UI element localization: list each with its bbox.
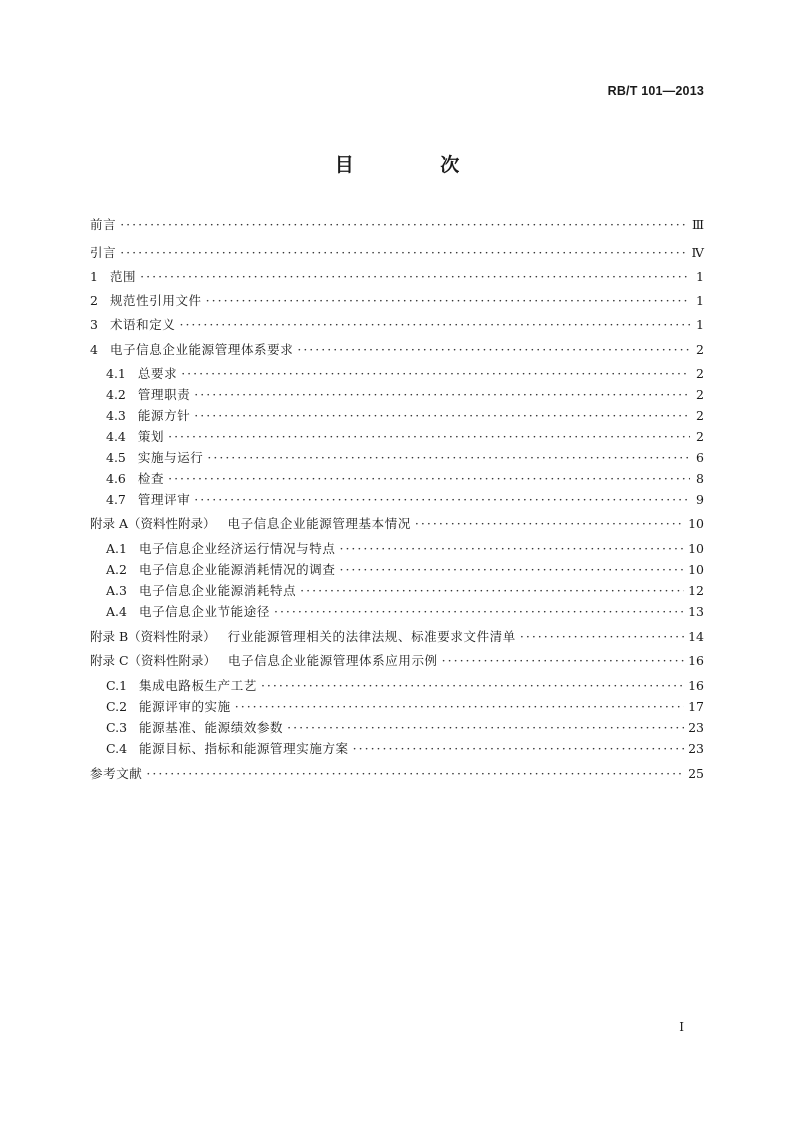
toc-entry-label: 电子信息企业能源管理体系要求 xyxy=(109,342,294,357)
toc-entry-page: 2 xyxy=(696,342,704,357)
toc-entry-number: 4.7 xyxy=(106,492,126,507)
toc-entry-label: 电子信息企业能源管理基本情况 xyxy=(227,516,411,531)
toc-entry-page: 14 xyxy=(688,629,704,644)
toc-entry-label: 能源目标、指标和能源管理实施方案 xyxy=(139,741,349,756)
dot-leader xyxy=(297,342,690,357)
toc-entry-number: 附录 A（资料性附录） xyxy=(90,516,216,531)
toc-entry-number: C.1 xyxy=(106,678,128,693)
toc-entry-label: 能源基准、能源绩效参数 xyxy=(139,720,284,735)
toc-entry-page: 10 xyxy=(688,562,704,577)
toc-entry-page: 9 xyxy=(696,492,704,507)
toc-entry[interactable] xyxy=(106,678,704,693)
toc-entry-number: 4.1 xyxy=(106,366,126,381)
toc-entry-label: 能源评审的实施 xyxy=(139,699,231,714)
dot-leader xyxy=(206,293,690,308)
toc-entry[interactable] xyxy=(106,583,704,598)
toc-entry[interactable] xyxy=(90,342,704,357)
toc-entry-label: 电子信息企业能源管理体系应用示例 xyxy=(228,653,438,668)
toc-entry-label: 引言 xyxy=(90,245,117,260)
toc-entry-number: 4.3 xyxy=(106,408,126,423)
toc-entry-page: 17 xyxy=(688,699,704,714)
standard-code: RB/T 101—2013 xyxy=(607,84,704,98)
toc-entry-page: 6 xyxy=(696,450,704,465)
dot-leader xyxy=(194,492,690,507)
toc-entry-page: 2 xyxy=(696,366,704,381)
dot-leader xyxy=(287,720,684,735)
toc-entry[interactable] xyxy=(106,720,704,735)
toc-entry[interactable] xyxy=(106,492,704,507)
toc-entry-label: 实施与运行 xyxy=(137,450,204,465)
toc-entry-label: 术语和定义 xyxy=(109,317,176,332)
toc-entry-label: 电子信息企业能源消耗特点 xyxy=(138,583,297,598)
dot-leader xyxy=(261,678,684,693)
toc-entry[interactable] xyxy=(106,366,704,381)
toc-entry-number: 4.2 xyxy=(106,387,126,402)
toc-entry-page: 10 xyxy=(688,541,704,556)
dot-leader xyxy=(181,366,690,381)
toc-entry-number: A.1 xyxy=(106,541,127,556)
toc-entry[interactable] xyxy=(106,471,704,486)
dot-leader xyxy=(146,766,684,781)
toc-entry-number: 1 xyxy=(90,269,98,284)
toc-entry-page: 25 xyxy=(688,766,704,781)
toc-entry-label: 电子信息企业节能途径 xyxy=(138,604,270,619)
toc-entry-number: A.2 xyxy=(106,562,127,577)
toc-entry-label: 范围 xyxy=(109,269,137,284)
toc-entry-label: 管理职责 xyxy=(137,387,191,402)
dot-leader xyxy=(194,387,690,402)
dot-leader xyxy=(353,741,684,756)
dot-leader xyxy=(442,653,684,668)
toc-entry-page: 1 xyxy=(696,293,704,308)
toc-entry[interactable] xyxy=(90,245,704,260)
dot-leader xyxy=(274,604,684,619)
dot-leader xyxy=(339,541,684,556)
toc-entry[interactable] xyxy=(106,429,704,444)
page-title: 目 次 xyxy=(334,154,500,176)
toc-entry-number: A.3 xyxy=(106,583,127,598)
toc-entry[interactable] xyxy=(90,293,704,308)
toc-entry-page: Ⅲ xyxy=(691,217,704,232)
toc-entry[interactable] xyxy=(90,766,704,781)
toc-entry-page: 16 xyxy=(688,653,704,668)
dot-leader xyxy=(300,583,684,598)
toc-entry-page: 10 xyxy=(688,516,704,531)
toc-entry-number: 4.5 xyxy=(106,450,126,465)
toc-entry[interactable] xyxy=(90,629,704,644)
toc-entry-number: C.3 xyxy=(106,720,128,735)
toc-entry-number: A.4 xyxy=(106,604,127,619)
dot-leader xyxy=(140,269,690,284)
toc-entry-number: 2 xyxy=(90,293,98,308)
toc-entry-label: 电子信息企业经济运行情况与特点 xyxy=(138,541,336,556)
dot-leader xyxy=(168,429,690,444)
toc-entry[interactable] xyxy=(90,317,704,332)
toc-entry[interactable] xyxy=(106,408,704,423)
toc-entry-number: C.4 xyxy=(106,741,128,756)
toc-entry-label: 规范性引用文件 xyxy=(109,293,202,308)
toc-entry-page: 1 xyxy=(696,317,704,332)
page-number: I xyxy=(679,1020,684,1034)
toc-entry[interactable] xyxy=(106,450,704,465)
toc-entry-page: 16 xyxy=(688,678,704,693)
toc-entry-label: 检查 xyxy=(137,471,165,486)
toc-entry-number: C.2 xyxy=(106,699,128,714)
toc-entry-number: 3 xyxy=(90,317,98,332)
toc-entry[interactable] xyxy=(90,217,704,232)
toc-entry-page: 12 xyxy=(688,583,704,598)
dot-leader xyxy=(207,450,690,465)
toc-entry[interactable] xyxy=(106,741,704,756)
dot-leader xyxy=(235,699,684,714)
toc-entry[interactable] xyxy=(106,604,704,619)
toc-entry-label: 管理评审 xyxy=(137,492,191,507)
toc-entry[interactable] xyxy=(90,516,704,531)
dot-leader xyxy=(120,245,687,260)
dot-leader xyxy=(168,471,690,486)
toc-entry-page: 23 xyxy=(688,720,704,735)
toc-entry-label: 总要求 xyxy=(137,366,178,381)
toc-entry-label: 参考文献 xyxy=(90,766,143,781)
toc-entry[interactable] xyxy=(90,653,704,668)
toc-entry[interactable] xyxy=(106,562,704,577)
toc-entry-number: 4.4 xyxy=(106,429,126,444)
toc-entry-number: 4.6 xyxy=(106,471,126,486)
toc-entry-label: 能源方针 xyxy=(137,408,191,423)
toc-entry-page: 2 xyxy=(696,387,704,402)
toc-entry[interactable] xyxy=(90,269,704,284)
dot-leader xyxy=(120,217,688,232)
toc-entry-page: 13 xyxy=(688,604,704,619)
toc-entry-label: 行业能源管理相关的法律法规、标准要求文件清单 xyxy=(227,629,516,644)
toc-entry-label: 前言 xyxy=(90,217,117,232)
toc-entry-label: 策划 xyxy=(137,429,165,444)
toc-entry-label: 电子信息企业能源消耗情况的调查 xyxy=(138,562,336,577)
toc-entry-page: 8 xyxy=(696,471,704,486)
toc-entry-number: 附录 B（资料性附录） xyxy=(90,629,216,644)
toc-entry-page: 2 xyxy=(696,408,704,423)
toc-entry-page: Ⅳ xyxy=(691,245,704,260)
toc-entry-page: 2 xyxy=(696,429,704,444)
toc-entry-page: 23 xyxy=(688,741,704,756)
dot-leader xyxy=(339,562,684,577)
toc-entry-number: 4 xyxy=(90,342,98,357)
toc-entry-page: 1 xyxy=(696,269,704,284)
dot-leader xyxy=(520,629,684,644)
toc-entry[interactable] xyxy=(106,541,704,556)
dot-leader xyxy=(194,408,690,423)
toc-entry[interactable] xyxy=(106,699,704,714)
toc-entry[interactable] xyxy=(106,387,704,402)
toc-entry-label: 集成电路板生产工艺 xyxy=(139,678,257,693)
toc-entry-number: 附录 C（资料性附录） xyxy=(90,653,217,668)
dot-leader xyxy=(415,516,684,531)
dot-leader xyxy=(179,317,690,332)
